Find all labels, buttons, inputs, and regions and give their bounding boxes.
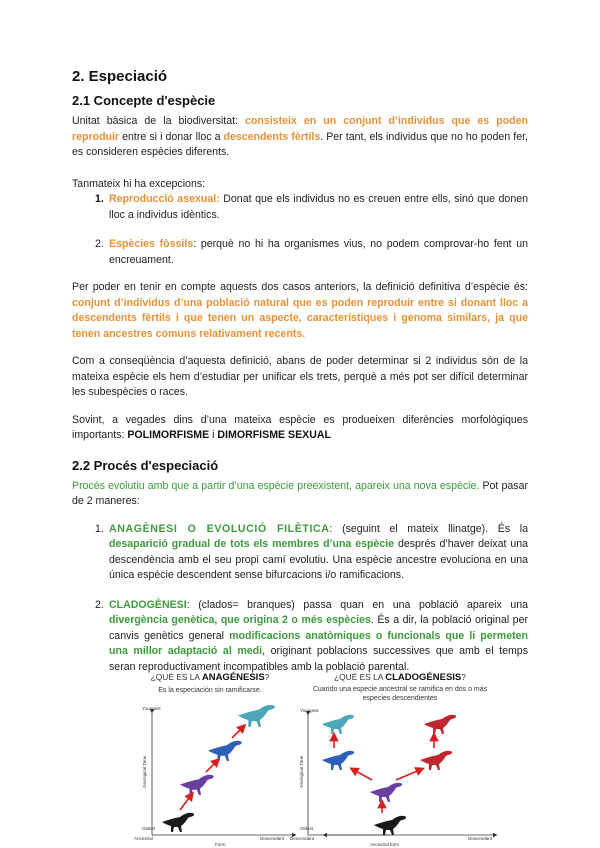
subsection-title-process: 2.2 Procés d'especiació (72, 457, 219, 473)
dinosaur-icon (180, 775, 214, 795)
highlight-orange: descendents fèrtils (223, 130, 321, 143)
paragraph-polymorphism (72, 413, 528, 444)
text-run: . És a dir, la població original per canvis genètics general (109, 614, 528, 642)
text-run: ANAGÉNESIS (201, 672, 265, 683)
paragraph-definition (72, 114, 528, 161)
exceptions-list (95, 192, 528, 268)
text-run: i (209, 429, 218, 441)
list-number: 1. (95, 193, 104, 205)
text-run: ¿QUÉ ES LA (150, 672, 202, 682)
document-content (72, 68, 528, 675)
highlight-orange: consisteix en un conjunt d’individus que es poden reproduir (72, 115, 528, 143)
section-title: 2. Especiació (72, 68, 168, 85)
text-run: ? (461, 672, 466, 682)
dinosaur-icon (322, 715, 354, 734)
bold-term: DIMORFISME SEXUAL (217, 429, 331, 441)
text-run: ¿QUÉ ES LA (334, 672, 386, 682)
text-run: Unitat bàsica de la biodiversitat: (72, 115, 246, 127)
ways-list (95, 522, 528, 676)
speciation-figures (120, 670, 500, 848)
dinosaur-icon (162, 813, 194, 832)
axis-label: Oldest (142, 826, 156, 831)
dinosaur-icon (374, 816, 406, 835)
dinosaur-icon (238, 705, 275, 727)
anagenesis-subtitle: Es la especiación sin ramificarse. (158, 687, 262, 694)
list-item (95, 192, 528, 223)
paragraph-consequence: Com a conseqüència d’aquesta definició, abans de poder determinar si 2 individus són de la mateixa espècie els hem d’estudiar per unificar els trets, perquè a més pot ser difícil determinar les subespècies o races. (72, 355, 528, 398)
list-item (95, 237, 528, 268)
dinosaur-icon (420, 751, 452, 770)
list-item (95, 598, 528, 676)
highlight-orange: Espècies fòssils (109, 238, 194, 250)
list-item (95, 522, 528, 584)
axis-label: Oldest (300, 826, 314, 831)
paragraph-final-definition (72, 280, 528, 342)
text-run: entre si i donar lloc a (119, 130, 224, 143)
evolution-arrow (352, 769, 372, 780)
dinosaur-icon (208, 741, 242, 761)
text-run: : perquè no hi ha organismes vius, no podem comprovar-ho fent un encreuament. (109, 238, 528, 266)
axis-label: Descendant (290, 836, 315, 841)
axis-label: Descendant (468, 836, 493, 841)
axis-label: Geological Time (142, 755, 147, 788)
paragraph-exceptions-intro: Tanmateix hi ha excepcions: (72, 177, 206, 190)
axis-label: Form (215, 842, 226, 847)
text-run: Per poder en tenir en compte aquests dos casos anteriors, la definició definitiva d’espècie és: (72, 281, 528, 293)
text-run: , originant poblacions successives que amb el temps seran reproductivament incompatibles amb la població parental. (109, 645, 528, 673)
paragraph-process (72, 479, 528, 510)
dinosaur-icon (424, 715, 456, 734)
text-run: Donat que els individus no es creuen entre ells, sinó que donen lloc a individus idèntics. (109, 193, 528, 221)
list-number: 2. (95, 238, 104, 250)
axis-label: Descendant (260, 836, 285, 841)
bold-term: POLIMORFISME (127, 429, 210, 441)
highlight-green: desaparició gradual de tots els membres d’una espècie (109, 538, 395, 550)
axis-label: Youngest (300, 708, 319, 713)
speciation-diagram-svg (120, 670, 500, 848)
dinosaur-icon (322, 751, 354, 770)
highlight-green: CLADOGÈNESI (109, 598, 187, 611)
text-run: CLADOGÉNESIS (385, 672, 462, 683)
highlight-green: modificacions anatòmiques o funcionals que li permeten una millor adaptació al medi (109, 629, 528, 657)
evolution-arrow (206, 760, 218, 772)
subsection-title-concept: 2.1 Concepte d'espècie (72, 93, 216, 108)
cladogenesis-chart (290, 708, 496, 847)
list-number: 2. (95, 598, 104, 611)
text-run: : (clados= branques) passa quan en una població apareix una (186, 598, 528, 611)
evolution-arrow (396, 769, 422, 780)
cladogenesis-subtitle: Cuando una especie ancestral se ramifica en dos o más especies descendientes (312, 686, 488, 702)
text-run: després d’haver deixat una descendència amb el seu propi camí evolutiu. Una espècie ancestre evoluciona en una única espècie descendent sense bifurcacions i/o ramificacions. (109, 538, 528, 581)
text-run: . Per tant, els individus que no ho poden fer, es consideren espècies diferents. (72, 130, 528, 158)
axis-label: Ancestral (134, 836, 153, 841)
axis-label: Geological Time (299, 755, 304, 788)
text-run: : (seguint el mateix llinatge). És la (329, 522, 528, 535)
axis-label: Youngest (142, 706, 161, 711)
text-run: Pot pasar de 2 maneres: (72, 479, 528, 507)
evolution-arrow (232, 726, 244, 738)
highlight-orange: Reproducció asexual: (109, 193, 220, 205)
highlight-green: divergència genètica, que origina 2 o més espècies (109, 614, 371, 626)
anagenesis-chart (134, 705, 295, 847)
axis-label: Ancestral form (370, 842, 400, 847)
text-run: ? (264, 672, 270, 682)
dinosaur-icon (370, 783, 402, 802)
highlight-green: Procés evolutiu amb que a partir d’una espècie preexistent, apareix una nova espècie. (72, 479, 480, 492)
highlight-orange: conjunt d’individus d’una població natural que es poden reproduir entre si donant lloc a descendents fèrtils i que tenen un aspecte, característiques i genoma similars, ja que tenen ancestres comuns relativament recents. (72, 296, 528, 340)
highlight-green: ANAGÈNESI O EVOLUCIÓ FILÈTICA (109, 522, 330, 535)
text-run: Sovint, a vegades dins d’una mateixa espècie es produeixen diferències morfològiques importants: (72, 413, 528, 441)
list-number: 1. (95, 522, 104, 535)
evolution-arrow (180, 794, 192, 810)
